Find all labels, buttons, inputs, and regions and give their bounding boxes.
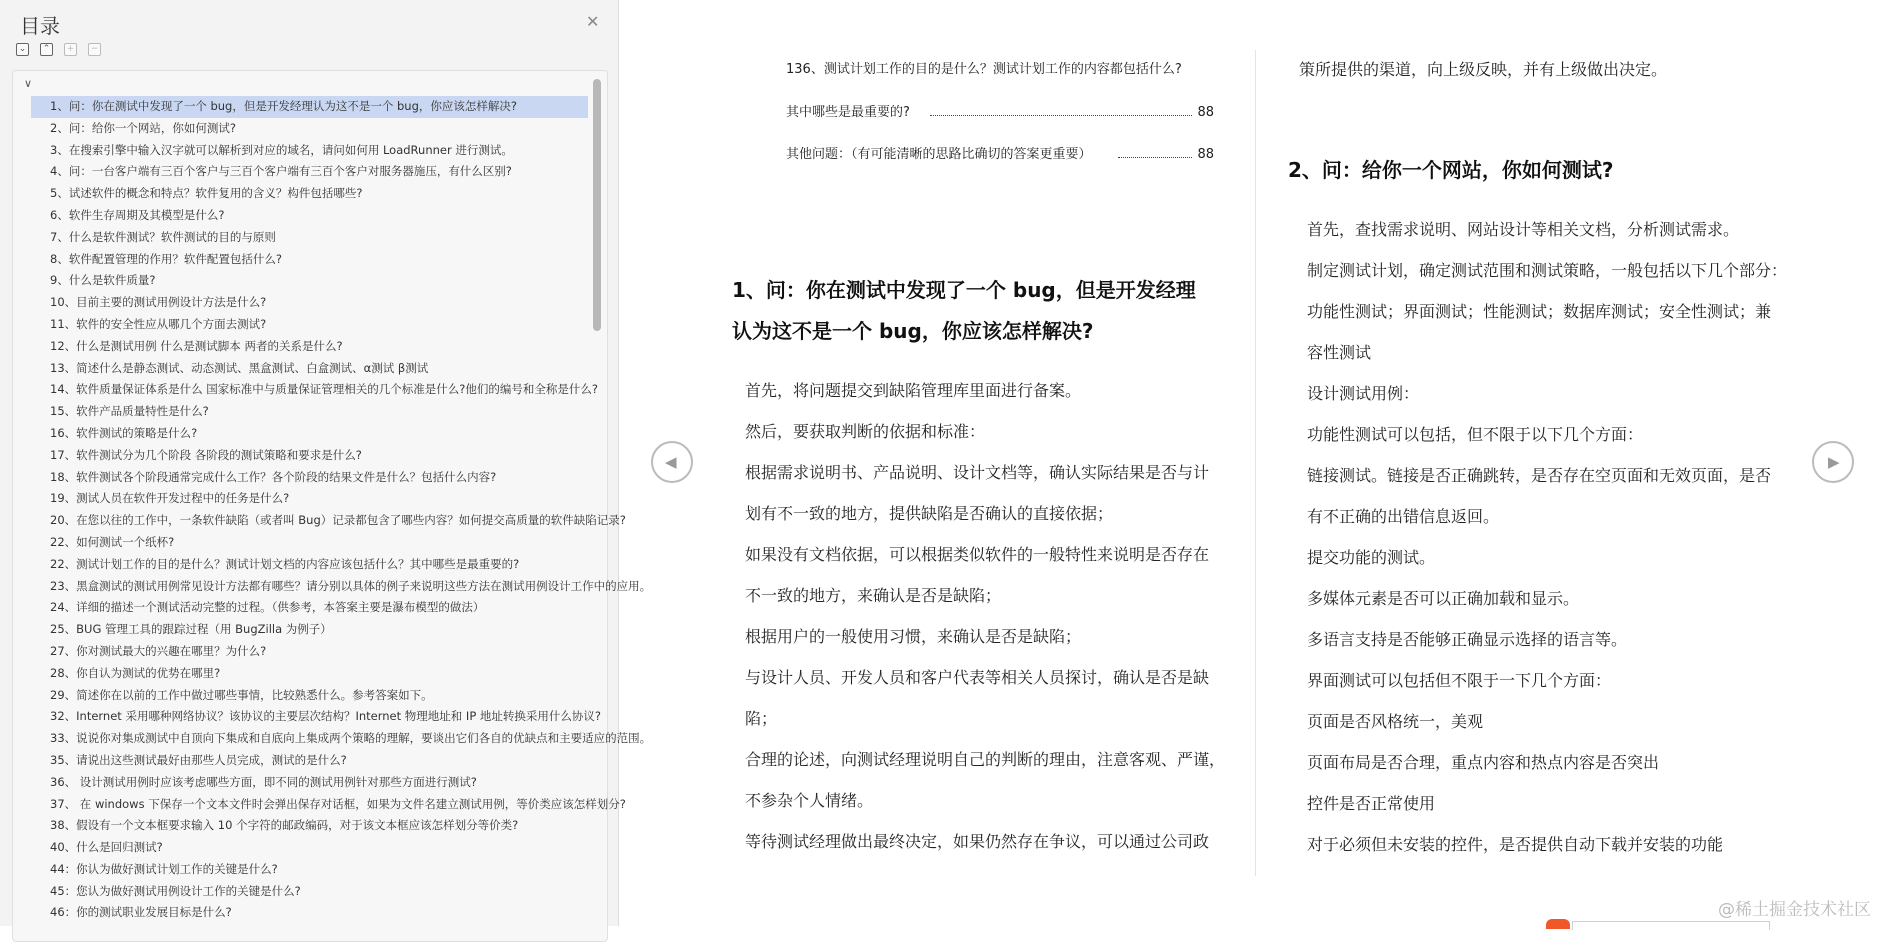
toc-item[interactable]: 16、软件测试的策略是什么?	[50, 425, 198, 440]
watermark: @稀土掘金技术社区	[1718, 900, 1871, 920]
toc-item[interactable]: 33、说说你对集成测试中自顶向下集成和自底向上集成两个策略的理解，要谈出它们各自的优缺点和主要适应的范围。	[50, 731, 652, 746]
toc-page-number: 88	[1197, 147, 1214, 162]
toc-entry[interactable]	[786, 103, 1214, 123]
toc-item[interactable]: 17、软件测试分为几个阶段 各阶段的测试策略和要求是什么?	[50, 447, 362, 462]
toc-item[interactable]: 22、如何测试一个纸杯?	[50, 534, 175, 549]
toc-entry-text: 其中哪些是最重要的?	[786, 105, 910, 120]
toc-item[interactable]: 5、试述软件的概念和特点？软件复用的含义？构件包括哪些?	[50, 186, 363, 201]
toc-item[interactable]: 15、软件产品质量特性是什么?	[50, 404, 209, 419]
page-divider	[1255, 50, 1256, 876]
toc-item[interactable]: 10、目前主要的测试用例设计方法是什么?	[50, 295, 267, 310]
toc-entry[interactable]: 136、测试计划工作的目的是什么？测试计划工作的内容都包括什么?	[786, 62, 1182, 77]
paragraph: 不参杂个人情绪。	[745, 791, 874, 810]
plus-icon[interactable]: +	[64, 43, 77, 56]
bottom-widget	[1572, 921, 1770, 930]
toc-list	[12, 70, 652, 942]
toc-item[interactable]: 3、在搜索引擎中输入汉字就可以解析到对应的域名，请问如何用 LoadRunner 进行测试。	[50, 142, 513, 157]
prev-page-icon: ◀	[665, 453, 677, 471]
chevron-down-icon[interactable]: ∨	[24, 77, 33, 90]
close-icon[interactable]: ✕	[586, 12, 600, 31]
paragraph: 提交功能的测试。	[1307, 548, 1436, 567]
paragraph: 页面是否风格统一，美观	[1307, 712, 1484, 731]
paragraph: 陷；	[745, 709, 778, 728]
toc-item[interactable]: 9、什么是软件质量?	[50, 273, 156, 288]
paragraph: 根据用户的一般使用习惯，来确认是否是缺陷；	[745, 627, 1082, 646]
scrollbar-thumb[interactable]	[593, 79, 601, 331]
toc-item[interactable]: 24、详细的描述一个测试活动完整的过程。（供参考，本答案主要是瀑布模型的做法）	[50, 600, 485, 615]
toc-item[interactable]: 22、测试计划工作的目的是什么？测试计划文档的内容应该包括什么？其中哪些是最重要的?	[50, 556, 520, 571]
toc-entry[interactable]	[786, 145, 1214, 165]
prev-page-button[interactable]	[651, 441, 693, 483]
paragraph: 功能性测试可以包括，但不限于以下几个方面：	[1307, 425, 1644, 444]
paragraph: 多语言支持是否能够正确显示选择的语言等。	[1307, 630, 1628, 649]
toc-item[interactable]: 40、什么是回归测试?	[50, 840, 163, 855]
toc-item[interactable]: 37、 在 windows 下保存一个文本文件时会弹出保存对话框，如果为文件名建立测试用例，等价类应该怎样划分?	[50, 796, 626, 811]
toc-item[interactable]: 23、黑盒测试的测试用例常见设计方法都有哪些？请分别以具体的例子来说明这些方法在测试用例设计工作中的应用。	[50, 578, 652, 593]
toc-item[interactable]: 19、测试人员在软件开发过程中的任务是什么?	[50, 491, 290, 506]
paragraph: 策所提供的渠道，向上级反映，并有上级做出决定。	[1299, 60, 1668, 79]
paragraph: 界面测试可以包括但不限于一下几个方面：	[1307, 671, 1612, 690]
toc-item[interactable]: 20、在您以往的工作中，一条软件缺陷（或者叫 Bug）记录都包含了哪些内容？如何提交高质量的软件缺陷记录?	[50, 513, 626, 528]
paragraph: 合理的论述，向测试经理说明自己的判断的理由，注意客观、严谨，	[745, 750, 1226, 769]
toc-page-number: 88	[1197, 105, 1214, 120]
toc-item[interactable]: 45：您认为做好测试用例设计工作的关键是什么?	[50, 883, 301, 898]
paragraph: 容性测试	[1307, 343, 1372, 362]
toc-item[interactable]: 44：你认为做好测试计划工作的关键是什么?	[50, 861, 278, 876]
section-heading: 认为这不是一个 bug，你应该怎样解决?	[732, 319, 1094, 343]
toc-item[interactable]: 27、你对测试最大的兴趣在哪里？为什么?	[50, 643, 267, 658]
toc-item[interactable]: 18、软件测试各个阶段通常完成什么工作？各个阶段的结果文件是什么？包括什么内容?	[50, 469, 497, 484]
toc-item[interactable]: 13、简述什么是静态测试、动态测试、黑盒测试、白盒测试、α测试 β测试	[50, 360, 429, 375]
scrollbar[interactable]	[593, 79, 601, 949]
toc-item[interactable]: 38、假设有一个文本框要求输入 10 个字符的邮政编码，对于该文本框应该怎样划分等价类?	[50, 818, 519, 833]
toc-item[interactable]: 46：你的测试职业发展目标是什么?	[50, 905, 232, 920]
toc-item[interactable]: 14、软件质量保证体系是什么 国家标准中与质量保证管理相关的几个标准是什么?他们的编号和全称是什么?	[50, 382, 598, 397]
paragraph: 控件是否正常使用	[1307, 794, 1436, 813]
toc-item[interactable]: 28、你自认为测试的优势在哪里?	[50, 665, 221, 680]
paragraph: 然后，要获取判断的依据和标准：	[745, 422, 986, 441]
toc-item[interactable]: 29、简述你在以前的工作中做过哪些事情，比较熟悉什么。参考答案如下。	[50, 687, 433, 702]
paragraph: 首先，查找需求说明、网站设计等相关文档，分析测试需求。	[1307, 220, 1740, 239]
paragraph: 与设计人员、开发人员和客户代表等相关人员探讨，确认是否是缺	[745, 668, 1210, 687]
paragraph: 如果没有文档依据，可以根据类似软件的一般特性来说明是否存在	[745, 545, 1210, 564]
paragraph: 对于必须但未安装的控件，是否提供自动下载并安装的功能	[1307, 835, 1724, 854]
paragraph: 多媒体元素是否可以正确加载和显示。	[1307, 589, 1580, 608]
toc-item[interactable]: 32、Internet 采用哪种网络协议？该协议的主要层次结构？Internet 物理地址和 IP 地址转换采用什么协议?	[50, 709, 602, 724]
toc-item[interactable]: 1、问：你在测试中发现了一个 bug，但是开发经理认为这不是一个 bug，你应该怎样解决?	[31, 96, 588, 118]
paragraph: 页面布局是否合理，重点内容和热点内容是否突出	[1307, 753, 1660, 772]
toc-item[interactable]: 12、什么是测试用例 什么是测试脚本 两者的关系是什么?	[50, 338, 343, 353]
toc-item[interactable]: 36、 设计测试用例时应该考虑哪些方面，即不同的测试用例针对那些方面进行测试?	[50, 774, 477, 789]
toc-sidebar	[0, 0, 652, 926]
toc-item[interactable]: 6、软件生存周期及其模型是什么?	[50, 207, 225, 222]
section-heading: 1、问：你在测试中发现了一个 bug，但是开发经理	[732, 278, 1196, 302]
toc-item[interactable]: 7、什么是软件测试？软件测试的目的与原则	[50, 229, 276, 244]
toc-item[interactable]: 4、问：一台客户端有三百个客户与三百个客户端有三百个客户对服务器施压，有什么区别?	[50, 164, 512, 179]
sidebar-title: 目录	[20, 14, 60, 38]
paragraph: 划有不一致的地方，提供缺陷是否确认的直接依据；	[745, 504, 1114, 523]
toc-item[interactable]: 2、问：给你一个网站，你如何测试?	[50, 120, 236, 135]
minus-icon[interactable]: −	[88, 43, 101, 56]
paragraph: 首先，将问题提交到缺陷管理库里面进行备案。	[745, 381, 1082, 400]
paragraph: 根据需求说明书、产品说明、设计文档等，确认实际结果是否与计	[745, 463, 1210, 482]
paragraph: 功能性测试；界面测试；性能测试；数据库测试；安全性测试；兼	[1307, 302, 1772, 321]
collapse-all-icon[interactable]: ⌃	[40, 43, 53, 56]
paragraph: 不一致的地方，来确认是否是缺陷；	[745, 586, 1002, 605]
expand-all-icon[interactable]: ⌄	[16, 43, 29, 56]
toc-item[interactable]: 8、软件配置管理的作用？软件配置包括什么?	[50, 251, 282, 266]
toc-item[interactable]: 11、软件的安全性应从哪几个方面去测试?	[50, 316, 267, 331]
paragraph: 设计测试用例：	[1307, 384, 1420, 403]
paragraph: 等待测试经理做出最终决定，如果仍然存在争议，可以通过公司政	[745, 832, 1210, 851]
paragraph: 链接测试。链接是否正确跳转，是否存在空页面和无效页面，是否	[1307, 466, 1772, 485]
toc-item[interactable]: 25、BUG 管理工具的跟踪过程（用 BugZilla 为例子）	[50, 622, 332, 637]
logo-icon	[1546, 919, 1570, 929]
paragraph: 制定测试计划，确定测试范围和测试策略，一般包括以下几个部分：	[1307, 261, 1788, 280]
paragraph: 有不正确的出错信息返回。	[1307, 507, 1500, 526]
next-page-button[interactable]	[1812, 441, 1854, 483]
toc-item[interactable]: 35、请说出这些测试最好由那些人员完成，测试的是什么?	[50, 752, 347, 767]
toc-entry-text: 其他问题：（有可能清晰的思路比确切的答案更重要）	[786, 147, 1092, 162]
next-page-icon: ▶	[1828, 453, 1840, 471]
section-heading: 2、问：给你一个网站，你如何测试?	[1288, 158, 1614, 182]
